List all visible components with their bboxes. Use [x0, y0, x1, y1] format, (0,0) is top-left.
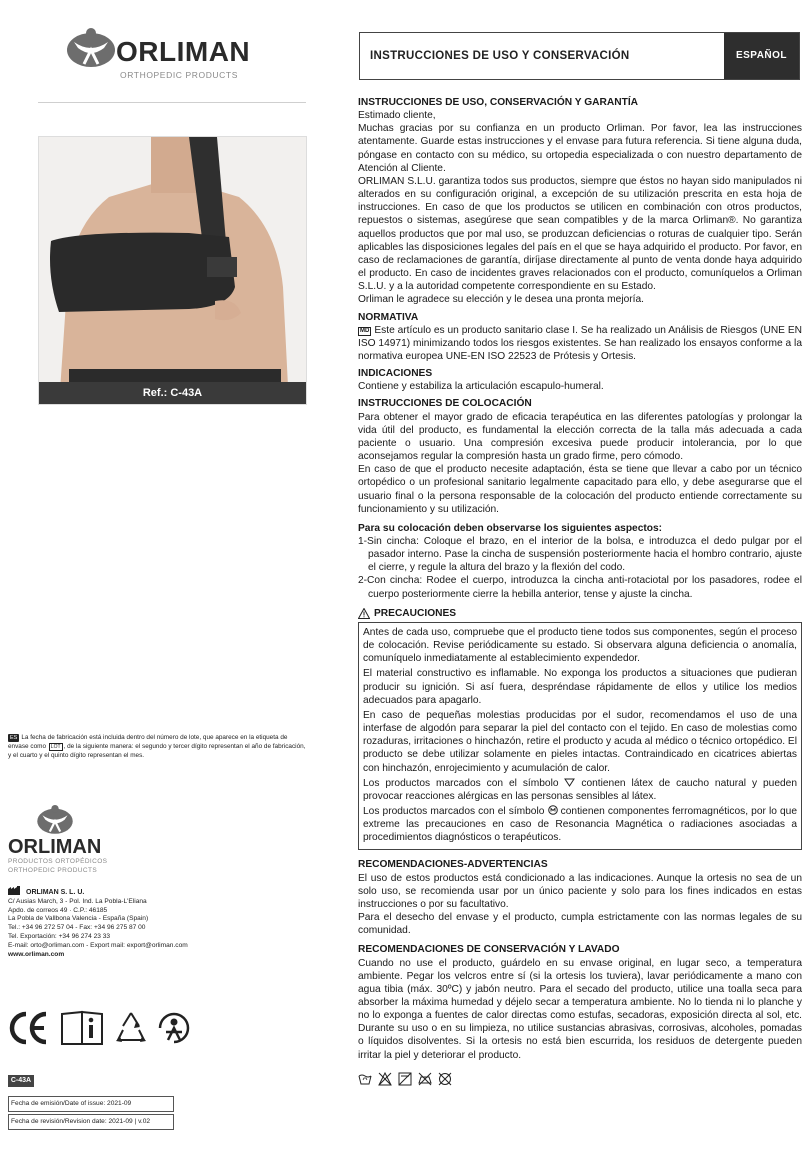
no-bleach-icon — [378, 1072, 392, 1086]
manufacturer-icon — [8, 886, 20, 895]
document-header — [359, 32, 800, 80]
warning-icon — [358, 608, 370, 619]
brand-tagline-en: ORTHOPEDIC PRODUCTS — [8, 867, 98, 874]
company-email: E-mail: orto@orliman.com - Export mail: export@orliman.com — [8, 941, 188, 949]
section-title-recommendations: RECOMENDACIONES-ADVERTENCIAS — [358, 859, 548, 871]
recommendation-1: El uso de estos productos está condicionado a las indicaciones. Aunque la ortesis no sea de un solo uso, se recomienda usar por un único paciente y solo para los fines indicados en estas instrucciones o por su facultativo. — [358, 872, 802, 910]
ferromagnetic-icon — [548, 805, 558, 815]
precaution-latex: Los productos marcados con el símbolo contienen látex de caucho natural y pueden provocar reacciones alérgicas en las personas sensibles al látex. — [363, 777, 797, 802]
company-phone: Tel.: +34 96 272 57 04 - Fax: +34 96 275 87 00 — [8, 924, 146, 932]
no-tumble-dry-icon — [398, 1072, 412, 1086]
section-title-care: RECOMENDACIONES DE CONSERVACIÓN Y LAVADO — [358, 944, 620, 956]
brand-tagline: ORTHOPEDIC PRODUCTS — [120, 70, 238, 80]
section-title-intro: INSTRUCCIONES DE USO, CONSERVACIÓN Y GARANTÍA — [358, 97, 639, 108]
no-dry-clean-icon — [438, 1072, 452, 1086]
recommendation-2: Para el desecho del envase y el producto, cumpla estrictamente con las normas legales de su comunidad. — [358, 912, 802, 937]
issue-date: Fecha de emisión/Date of issue: 2021-09 — [8, 1096, 174, 1112]
fabrication-note: ES La fecha de fabricación está incluida dentro del número de lote, que aparece en la etiqueta de envase como LOT , de la siguiente manera: el segundo y tercer dígito representan el año de fabricación, y el cuarto y el quinto dígito representan el mes. — [8, 734, 306, 759]
product-reference: Ref.: C-43A — [39, 382, 306, 404]
greeting: Estimado cliente, — [358, 110, 436, 122]
latex-icon — [564, 778, 575, 787]
precaution-3: En caso de pequeñas molestias producidas por el sudor, recomendamos el uso de una interfase de algodón para separar la piel del contacto con el tejido. En caso de molestias como rozaduras, irritaciones o hinchazón, retire el producto y acuda al médico o técnico ortopédico. El producto se debe utilizar solamente en pieles intactas. Contraindicado en cicatrices abiertas con hinchazón, enrojecimiento y acumulación de calor. — [363, 709, 797, 774]
compliance-symbols — [8, 1010, 198, 1050]
norm-paragraph: MD Este artículo es un producto sanitario clase I. Se ha realizado un Análisis de Riesgos (UNE EN ISO 14971) minimizando todos los riesgos existentes. Se han realizado los ensayos conforme a la normativa europea UNE-EN ISO 22523 de Prótesis y Ortesis. — [358, 324, 802, 362]
instructions-icon — [60, 1010, 106, 1050]
arm-sling-illustration — [39, 137, 307, 405]
product-photo — [38, 136, 307, 405]
precaution-magnetic: Los productos marcados con el símbolo contienen componentes ferromagnéticos, por lo que extreme las precauciones en caso de Resonancia Magnética o radiaciones asociadas a procedimientos diagnósticos o terapéuticos. — [363, 805, 797, 844]
placement-step-2: 2-Con cincha: Rodee el cuerpo, introduzca la cincha anti-rotaciotal por los pasadores, rodee el cuerpo posteriormente cierre la hebilla anterior, tense y ajuste la cincha. — [358, 575, 802, 600]
placement-paragraph-2: En caso de que el producto necesite adaptación, ésta se tiene que llevar a cabo por un técnico ortopédico o un profesional sanitario legalmente capacitado para ello, y debe asegurarse que el usuario final o la persona responsable de la colocación del producto entiende correctamente su funcionamiento y su utilización. — [358, 464, 802, 515]
company-address-3: La Pobla de Vallbona Valencia - España (Spain) — [8, 915, 149, 923]
no-iron-icon — [418, 1072, 432, 1086]
care-symbols — [358, 1072, 802, 1086]
lot-icon: LOT — [50, 744, 61, 750]
company-name: ORLIMAN S. L. U. — [26, 889, 85, 896]
placement-subtitle: Para su colocación deben observarse los siguientes aspectos: — [358, 522, 663, 534]
precaution-2: El material constructivo es inflamable. No exponga los productos a situaciones que pudieran producir su ignición. Si así fuera, despréndase rápidamente de ellos y utilice los medios adecuados para apagarlo. — [363, 668, 797, 706]
medical-device-icon: MD — [360, 327, 370, 334]
section-title-indications: INDICACIONES — [358, 368, 433, 380]
company-address-2: Apdo. de correos 49 · C.P.: 46185 — [8, 906, 108, 914]
brand-tagline-es: PRODUCTOS ORTOPÉDICOS — [8, 858, 108, 865]
brand-name: ORLIMAN — [116, 36, 251, 67]
company-website: www.orliman.com — [8, 950, 65, 958]
sustainability-icon — [154, 1010, 194, 1050]
brand-name-bottom: ORLIMAN — [8, 836, 102, 858]
orliman-logo-bottom — [8, 802, 168, 882]
section-title-precautions: PRECAUCIONES — [374, 607, 457, 619]
precautions-heading — [358, 607, 802, 620]
language-label: ESPAÑOL — [724, 33, 799, 79]
product-reference-tag: C-43A — [8, 1075, 34, 1087]
recycle-icon — [112, 1010, 150, 1050]
orliman-logo-top — [66, 24, 266, 84]
orliman-figure-icon — [66, 24, 116, 70]
placement-paragraph-1: Para obtener el mayor grado de eficacia terapéutica en las diferentes patologías y prolongar la vida útil del producto, es fundamental la elección correcta de la talla más adecuada a cada paciente o usuario. Una compresión excesiva puede producir intolerancia, por lo que aconsejamos regular la compresión hasta un grado firme, pero cómodo. — [358, 411, 802, 463]
indications-paragraph: Contiene y estabiliza la articulación escapulo-humeral. — [358, 381, 604, 393]
placement-step-1: 1-Sin cincha: Coloque el brazo, en el interior de la bolsa, e introduzca el dedo pulgar por el pasador interno. Pase la cincha de suspensión posteriormente hacia el hombro contrario, ajuste el cierre, y regule la altura del brazo y la flexión del codo. — [358, 536, 802, 574]
precaution-1: Antes de cada uso, compruebe que el producto tiene todos sus componentes, según el proceso de colocación. Revise periódicamente su estado. Si observara alguna deficiencia o anomalía, comuníquelo inmediatamente al establecimiento expendedor. — [363, 626, 797, 665]
orliman-figure-icon — [36, 802, 74, 836]
ce-mark-icon — [8, 1010, 50, 1050]
company-export-phone: Tel. Exportación: +34 96 274 23 33 — [8, 932, 111, 940]
language-tag: ES — [10, 735, 18, 741]
document-title: INSTRUCCIONES DE USO Y CONSERVACIÓN — [370, 50, 630, 62]
divider — [38, 102, 306, 103]
company-info — [8, 886, 308, 959]
warranty-paragraph: ORLIMAN S.L.U. garantiza todos sus productos, siempre que éstos no hayan sido manipulados ni alterados en su configuración original, a excepción de su utilización prescrita en esta hoja de instrucciones. En caso de que los productos se utilicen en combinación con otros productos, repuestos o sistemas, asegúrese que sean compatibles y de la marca Orliman®. No garantiza aquellos productos que por mal uso, se produzcan deficiencias o roturas de cualquier tipo. Serán aplicables las disposiciones legales del país en el que se haya adquirido el producto. Por favor, en caso de reclamaciones de garantía, diríjase directamente al punto de venta donde haya adquirido el producto. En caso de incidentes graves relacionados con el producto, comuníquelos a Orliman S.L.U. y a la autoridad competente correspondiente en su Estado. — [358, 175, 802, 293]
hand-wash-icon — [358, 1072, 372, 1086]
company-address-1: C/ Ausias March, 3 - Pol. Ind. La Pobla-L'Eliana — [8, 897, 147, 905]
section-title-placement: INSTRUCCIONES DE COLOCACIÓN — [358, 398, 532, 410]
revision-date: Fecha de revisión/Revision date: 2021-09 | v.02 — [8, 1114, 174, 1130]
intro-paragraph: Muchas gracias por su confianza en un producto Orliman. Por favor, lea las instrucciones atentamente. Guarde estas instrucciones y el envase para futura referencia. Si tiene alguna duda, póngase en contacto con su médico, su ortopedia especializada o con nuestro departamento de Atención al Cliente. — [358, 123, 802, 174]
precautions-box — [358, 622, 802, 851]
instructions-body — [358, 96, 802, 1086]
section-title-norm: NORMATIVA — [358, 311, 419, 323]
thanks-paragraph: Orliman le agradece su elección y le desea una pronta mejoría. — [358, 294, 644, 306]
care-paragraph: Cuando no use el producto, guárdelo en su envase original, en lugar seco, a temperatura ambiente. Pegar los velcros entre sí (si la ortesis los tuviera), lavar periódicamente a mano con agua tibia (máx. 30ºC) y jabón neutro. Para el secado del producto, utilice una toalla seca para absorber la máxima humedad y déjelo secar a temperatura ambiente. No lo tienda ni lo planche y no lo exponga a fuentes de calor directas como estufas, secadoras, exposición directa al sol, etc. Durante su uso o en su limpieza, no utilice sustancias abrasivas, corrosivas, alcoholes, pomadas o líquidos disolventes. Si la ortesis no está bien escurrida, los residuos de detergente pueden irritar la piel y deteriorar el producto. — [358, 957, 802, 1061]
